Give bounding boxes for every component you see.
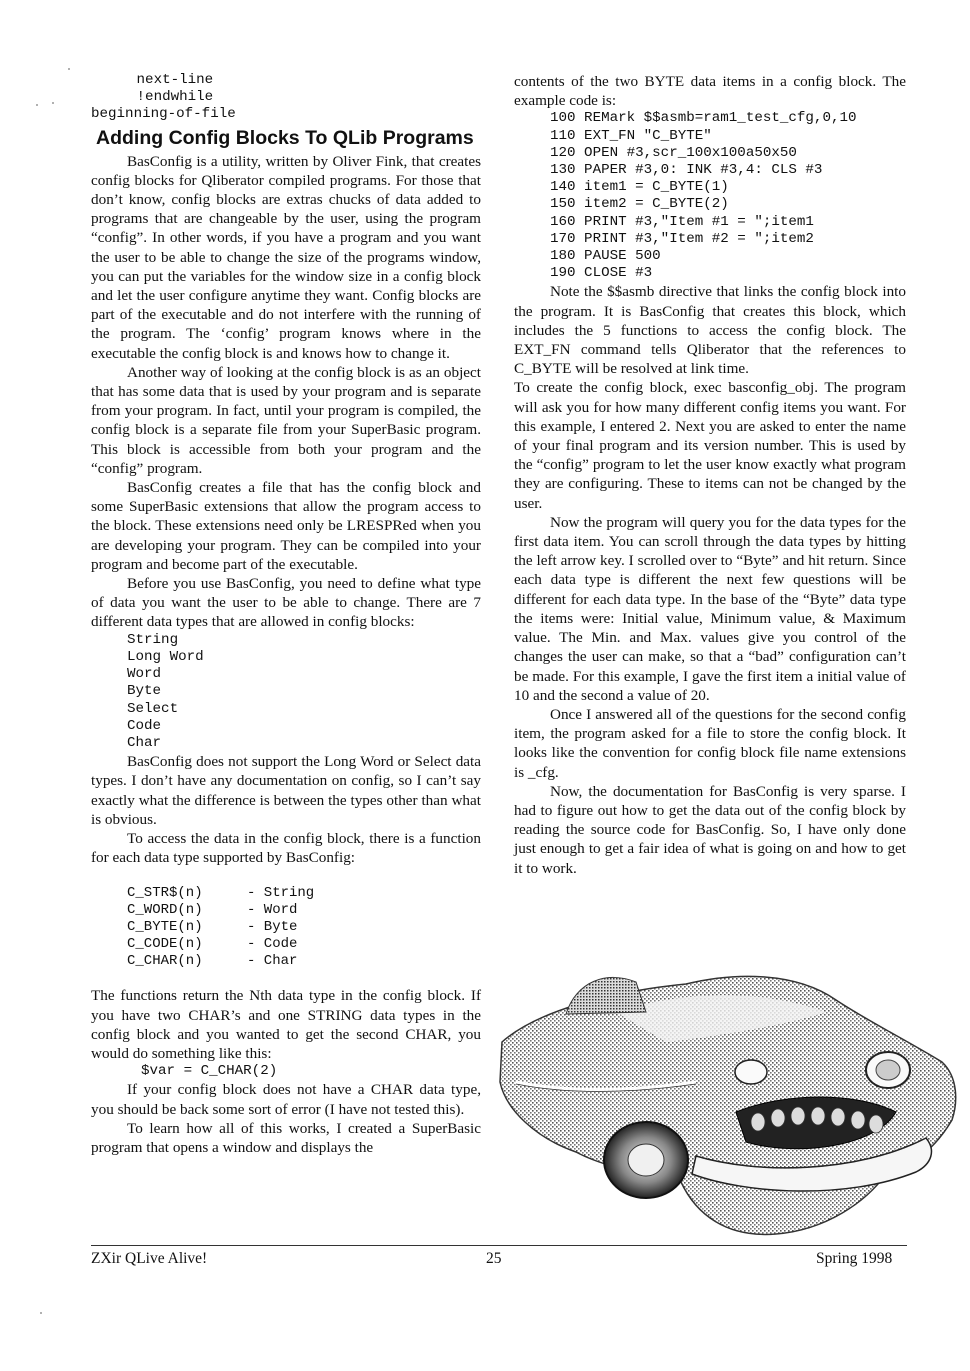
- code-line: 120 OPEN #3,scr_100x100a50x50: [550, 144, 797, 161]
- function-name: C_BYTE(n): [127, 919, 203, 936]
- footer-publication: ZXir QLive Alive!: [91, 1250, 208, 1267]
- paragraph: Now, the documentation for BasConfig is very sparse. I had to figure out how to get the data out of the config block by reading the source code for BasConfig. So, I have only done just enough to get a fair idea of what is going on and how to get it to work.: [514, 782, 906, 877]
- paragraph: BasConfig does not support the Long Word or Select data types. I don’t have any documentation on config, so I can’t say exactly what the difference is between the types other than what is obvious.: [91, 753, 481, 828]
- data-type-list: [91, 632, 481, 752]
- function-row: [127, 902, 314, 919]
- code-snippet-top: [91, 72, 481, 124]
- data-type-item: Select: [127, 700, 179, 717]
- code-line: next-line: [111, 72, 214, 88]
- code-line: 140 item1 = C_BYTE(1): [550, 179, 729, 196]
- paragraph: BasConfig creates a file that has the config block and some SuperBasic extensions that allow the program access to the block. These extensions need only be LRESPRed when you are developing your program. They can be compiled into your program and become part of the executable.: [91, 479, 481, 573]
- scan-speck: [68, 68, 70, 70]
- function-type: - Word: [247, 902, 298, 919]
- page-number: 25: [486, 1250, 502, 1267]
- code-line: 110 EXT_FN "C_BYTE": [550, 127, 712, 144]
- footer-rule: [91, 1245, 907, 1246]
- code-line: 190 CLOSE #3: [550, 265, 653, 282]
- paragraph: Now the program will query you for the data types for the first data item. You can scroll through the data types by hitting the left arrow key. I scrolled over to “Byte” and hit return. Since each data type is different the next few questions will be different for each data type. In the base of the “Byte” data type the items were: Initial value, Minimum value, & Maximum value. The Min. and Max. values give you control of the changes the user can make, so that a “bad” configuration can’t be made. For this example, I gave the first item a initial value of 10 and the second a value of 20.: [514, 513, 906, 704]
- paragraph: Another way of looking at the config block is as an object that has some data that is used by your program and is separate from your program. In fact, until your program is compiled, the config block is a separate file from your SuperBasic program. This block is accessible from both your program and the “config” program.: [91, 363, 481, 477]
- function-type: - Byte: [247, 919, 298, 936]
- paragraph: Once I answered all of the questions for the second config item, the program asked for a file to store the config block. It looks like the convention for config block file name extensions is _cfg.: [514, 705, 906, 781]
- paragraph: To create the config block, exec basconfig_obj. The program will ask you for how many different config items you want. For this example, I entered 2. Next you are asked to enter the name of your final program and its version number. This is used by the “config” program to let the user know exactly what program they are configuring. These to items can not be changed by the user.: [514, 379, 906, 512]
- function-table: [127, 885, 314, 970]
- function-type: - Char: [247, 953, 298, 970]
- data-type-item: Long Word: [127, 648, 204, 665]
- code-line: 180 PAUSE 500: [550, 248, 661, 265]
- function-row: [127, 953, 314, 970]
- function-type: - Code: [247, 936, 298, 953]
- code-line: beginning-of-file: [91, 106, 236, 123]
- function-name: C_WORD(n): [127, 902, 203, 919]
- code-example: $var = C_CHAR(2): [141, 1063, 278, 1080]
- scan-speck: [52, 102, 54, 104]
- function-name: C_CHAR(n): [127, 953, 203, 970]
- function-row: [127, 885, 314, 902]
- paragraph: Note the $$asmb directive that links the config block into the program. It is BasConfig that creates this block, which includes the 5 functions to access the config block. The EXT_FN command tells Qliberator that the references to C_BYTE will be resolved at link time.: [514, 283, 906, 378]
- code-line: 160 PRINT #3,"Item #1 = ";item1: [550, 213, 814, 230]
- right-column: [514, 72, 906, 878]
- footer-issue: Spring 1998: [816, 1250, 893, 1267]
- function-name: C_STR$(n): [127, 885, 203, 902]
- left-column: [91, 72, 481, 1157]
- function-row: [127, 919, 314, 936]
- scan-speck: [40, 1312, 42, 1314]
- code-line: !endwhile: [111, 89, 214, 106]
- paragraph: To access the data in the config block, there is a function for each data type supported by BasConfig:: [91, 829, 481, 867]
- paragraph: contents of the two BYTE data items in a config block. The example code is:: [514, 73, 906, 110]
- paragraph: The functions return the Nth data type in the config block. If you have two CHAR’s and one STRING data types in the config block and you wanted to get the second CHAR, you would do something like this:: [91, 987, 481, 1062]
- function-name: C_CODE(n): [127, 936, 203, 953]
- data-type-item: Char: [127, 734, 162, 751]
- code-line: 130 PAPER #3,0: INK #3,4: CLS #3: [550, 162, 823, 179]
- scan-speck: [36, 104, 38, 106]
- paragraph: If your config block does not have a CHAR data type, you should be back some sort of error (I have not tested this).: [91, 1081, 481, 1118]
- paragraph: Before you use BasConfig, you need to define what type of data you want the user to be able to change. There are 7 different data types that are allowed in config blocks:: [91, 575, 481, 631]
- paragraph: BasConfig is a utility, written by Oliver Fink, that creates config blocks for Qliberator compiled programs. For those that don’t know, config blocks are extras chucks of data added to programs that are changeable by the user, using the program “config”. In other words, if you have a program and you want the user to be able to change the size of the programs window, you can put the variables for the window size in a config block and let the user configure anytime they want. Config blocks are part of the executable and do not interfere with the running of the program. The ‘config’ program knows where in the executable the config block is and knows how to change it.: [91, 152, 481, 362]
- function-type: - String: [247, 885, 315, 902]
- paragraph: To learn how all of this works, I created a SuperBasic program that opens a window and displays the: [91, 1119, 481, 1156]
- data-type-item: String: [127, 631, 179, 648]
- code-line: 100 REMark $$asmb=ram1_test_cfg,0,10: [550, 110, 857, 127]
- data-type-item: Word: [127, 666, 162, 683]
- code-listing: [514, 110, 906, 282]
- vintage-car-illustration: [496, 942, 962, 1242]
- article-heading: Adding Config Blocks To QLib Programs: [96, 126, 474, 149]
- code-line: 170 PRINT #3,"Item #2 = ";item2: [550, 230, 814, 247]
- data-type-item: Byte: [127, 683, 162, 700]
- code-line: 150 item2 = C_BYTE(2): [550, 196, 729, 213]
- function-row: [127, 936, 314, 953]
- data-type-item: Code: [127, 717, 162, 734]
